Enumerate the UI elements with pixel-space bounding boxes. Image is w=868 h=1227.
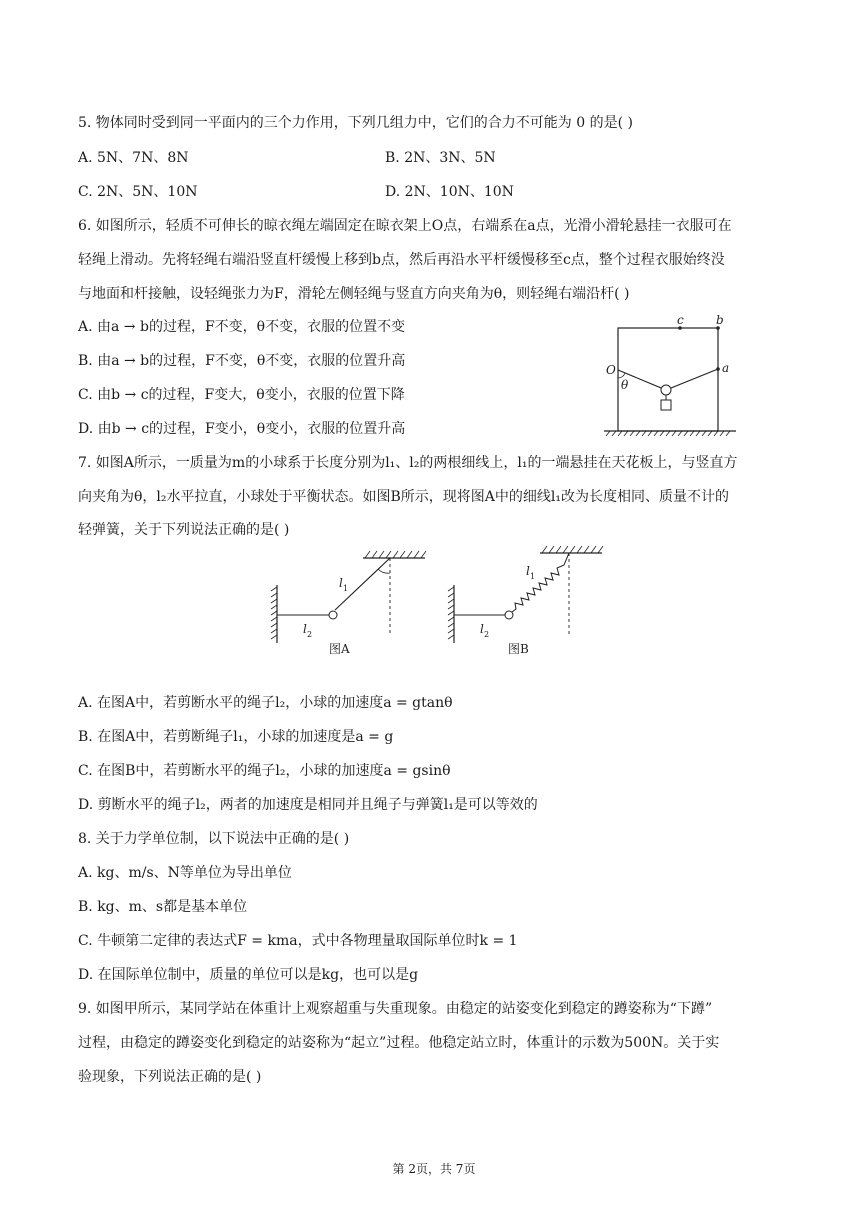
- q5-stem: 5. 物体同时受到同一平面内的三个力作用，下列几组力中，它们的合力不可能为 0 的是( ): [78, 115, 633, 131]
- q7b-label-l2-sub: 2: [484, 630, 490, 639]
- q7a-wall-hatch: [271, 587, 277, 639]
- page-footer: 第 2页，共 7页: [392, 1162, 476, 1176]
- q5-option-c: C. 2N、5N、10N: [78, 184, 198, 200]
- q9-stem-line-2: 过程，由稳定的蹲姿变化到稳定的站姿称为“起立”过程。他稳定站立时，体重计的示数为500N。关于实: [78, 1035, 720, 1051]
- q6-option-b: B. 由a → b的过程，F不变，θ不变，衣服的位置升高: [78, 353, 406, 369]
- q7b-caption: 图B: [508, 642, 529, 656]
- q7b-wall-hatch: [448, 587, 454, 639]
- q8-option-c: C. 牛顿第二定律的表达式F = kma，式中各物理量取国际单位时k = 1: [78, 933, 518, 949]
- q7a-label-l2-sub: 2: [307, 630, 313, 639]
- q9-stem-line-1: 9. 如图甲所示，某同学站在体重计上观察超重与失重现象。由稳定的站姿变化到稳定的蹲姿称为“下蹲”: [78, 1001, 713, 1017]
- q7a-ceiling-hatch: [365, 551, 426, 558]
- q6-label-a: a: [722, 361, 730, 375]
- q6-label-b: b: [716, 313, 724, 327]
- q7a-label-l2: l: [303, 622, 307, 636]
- q6-option-a: A. 由a → b的过程，F不变，θ不变，衣服的位置不变: [78, 319, 406, 335]
- q6-label-c: c: [677, 313, 684, 327]
- q7-option-b: B. 在图A中，若剪断绳子l₁，小球的加速度是a = g: [78, 729, 394, 745]
- q8-stem: 8. 关于力学单位制，以下说法中正确的是( ): [78, 831, 350, 847]
- q6-clothesline-figure: [600, 312, 740, 442]
- q5-option-b: B. 2N、3N、5N: [385, 150, 496, 166]
- q5-option-a: A. 5N、7N、8N: [78, 150, 189, 166]
- q7b-ball: [505, 611, 513, 619]
- q6-label-theta: θ: [621, 378, 629, 392]
- q7a-label-l1: l: [339, 576, 343, 590]
- q9-stem-line-3: 验现象，下列说法正确的是( ): [78, 1069, 262, 1085]
- q6-option-d: D. 由b → c的过程，F变小，θ变小，衣服的位置升高: [78, 421, 406, 437]
- q8-option-d: D. 在国际单位制中，质量的单位可以是kg，也可以是g: [78, 967, 419, 983]
- q7a-ball: [329, 611, 337, 619]
- q8-option-b: B. kg、m、s都是基本单位: [78, 899, 248, 915]
- q6-ground-hatch: [606, 431, 730, 436]
- q7b-label-l2: l: [480, 622, 484, 636]
- q7-option-c: C. 在图B中，若剪断水平的绳子l₂，小球的加速度a = gsinθ: [78, 763, 451, 779]
- q8-option-a: A. kg、m/s、N等单位为导出单位: [78, 865, 292, 881]
- q7-stem-line-1: 7. 如图A所示，一质量为m的小球系于长度分别为l₁、l₂的两根细线上，l₁的一端悬挂在天花板上，与竖直方: [78, 455, 738, 471]
- q7b-spring-l1: [512, 553, 569, 612]
- q7-option-d: D. 剪断水平的绳子l₂，两者的加速度是相同并且绳子与弹簧l₁是可以等效的: [78, 797, 538, 813]
- q7-figure-a: [265, 545, 435, 660]
- q7b-ceiling-hatch: [542, 546, 603, 553]
- q6-clothes: [661, 400, 671, 410]
- q6-option-c: C. 由b → c的过程，F变大，θ变小，衣服的位置下降: [78, 387, 405, 403]
- q7a-caption: 图A: [329, 642, 350, 656]
- q6-stem-line-1: 6. 如图所示，轻质不可伸长的晾衣绳左端固定在晾衣架上O点，右端系在a点，光滑小滑轮悬挂一衣服可在: [78, 218, 732, 234]
- q7b-label-l1-sub: 1: [530, 572, 536, 581]
- q6-pulley: [661, 385, 671, 395]
- q6-frame: [618, 328, 718, 431]
- q6-label-o: O: [606, 363, 616, 377]
- q6-stem-line-3: 与地面和杆接触，设轻绳张力为F，滑轮左侧轻绳与竖直方向夹角为θ，则轻绳右端沿杆( ): [78, 286, 630, 302]
- q6-stem-line-2: 轻绳上滑动。先将轻绳右端沿竖直杆缓慢上移到b点，然后再沿水平杆缓慢移至c点，整个过程衣服始终没: [78, 252, 725, 268]
- q7b-label-l1: l: [526, 564, 530, 578]
- q7-stem-line-3: 轻弹簧，关于下列说法正确的是( ): [78, 522, 290, 538]
- q7a-label-l1-sub: 1: [343, 584, 349, 593]
- q6-point-a: [716, 367, 720, 371]
- q7-figure-b: [442, 545, 612, 660]
- q7-option-a: A. 在图A中，若剪断水平的绳子l₂，小球的加速度a = gtanθ: [78, 695, 453, 711]
- q5-option-d: D. 2N、10N、10N: [385, 184, 514, 200]
- q7a-angle-arc: [378, 569, 390, 573]
- q7-stem-line-2: 向夹角为θ，l₂水平拉直，小球处于平衡状态。如图B所示，现将图A中的细线l₁改为长度相同、质量不计的: [78, 489, 730, 505]
